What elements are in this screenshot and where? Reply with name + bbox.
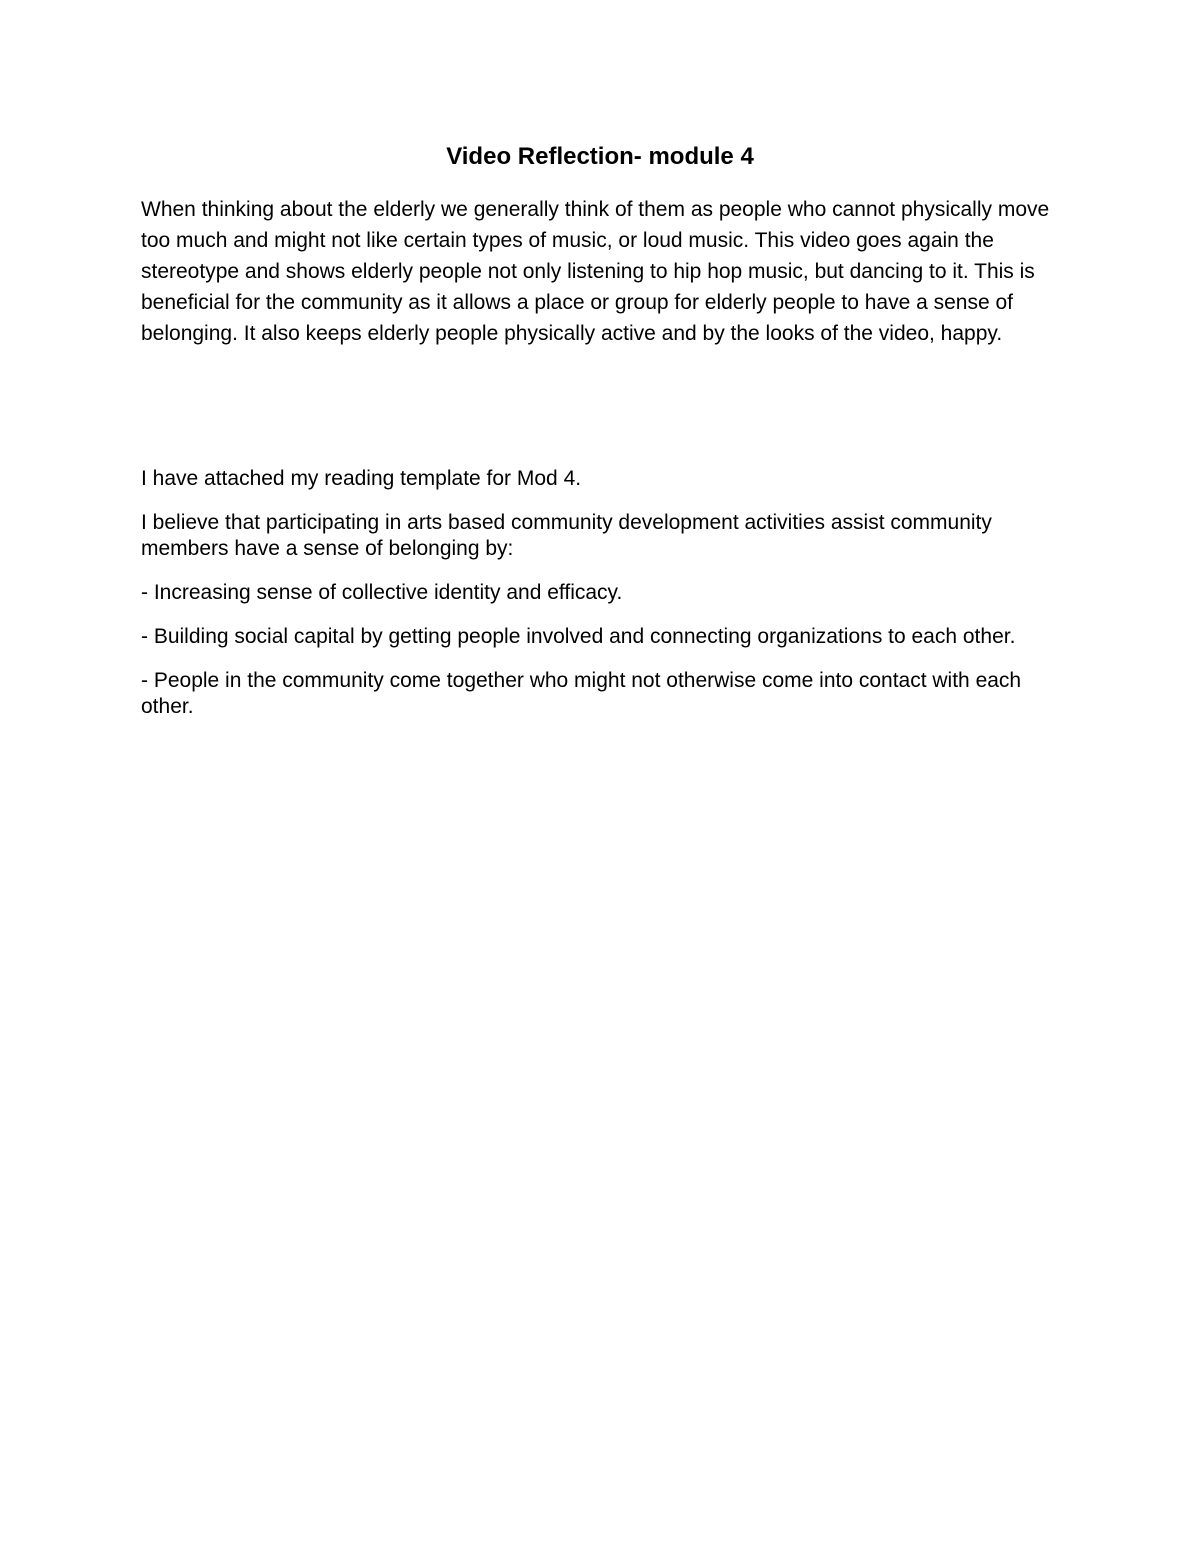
reflection-paragraph: When thinking about the elderly we generally think of them as people who cannot physically move too much and might not like certain types of music, or loud music. This video goes again the stereotype and shows elderly people not only listening to hip hop music, but dancing to it. This is beneficial for the community as it allows a place or group for elderly people to have a sense of belonging. It also keeps elderly people physically active and by the looks of the video, happy.: [141, 198, 1050, 345]
belonging-intro: I believe that participating in arts based community development activities assist community members have a sense of belonging by:: [141, 511, 992, 560]
attachment-note: I have attached my reading template for Mod 4.: [141, 467, 582, 490]
list-item-collective-identity: - Increasing sense of collective identity and efficacy.: [141, 581, 623, 604]
document-title: Video Reflection- module 4: [446, 143, 754, 170]
document-body: [141, 140, 1071, 720]
list-item-social-capital: - Building social capital by getting people involved and connecting organizations to each other.: [141, 625, 1016, 648]
list-item-contact: - People in the community come together who might not otherwise come into contact with each other.: [141, 669, 1022, 718]
